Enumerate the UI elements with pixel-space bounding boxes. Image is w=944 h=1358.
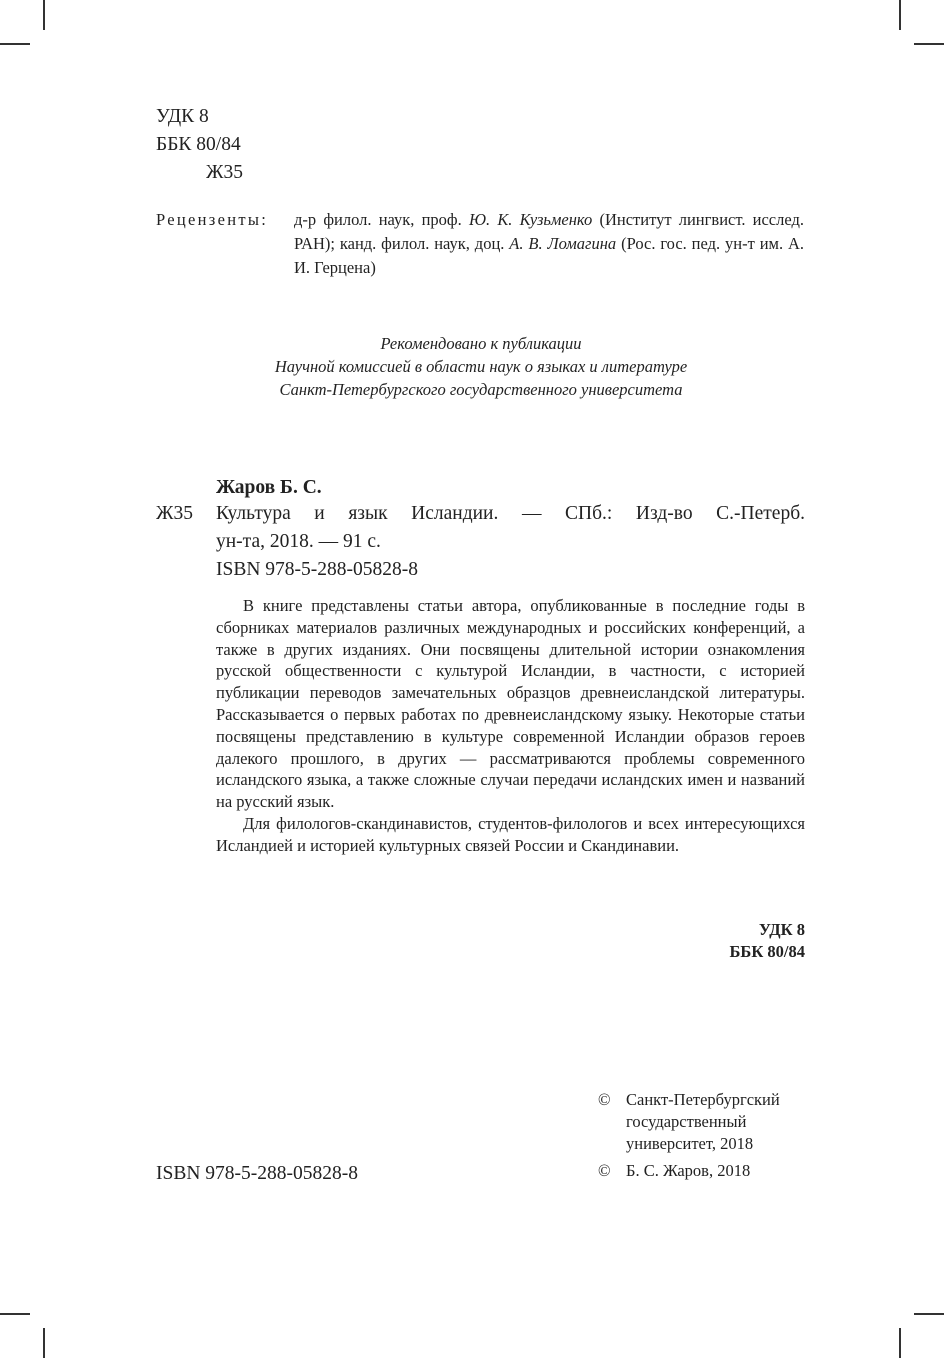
crop-mark-bottom-left-vertical	[43, 1328, 45, 1358]
copyright-university-line: Санкт-Петербургский	[626, 1090, 780, 1109]
crop-mark-bottom-left-horizontal	[0, 1313, 30, 1315]
copyright-university-line: университет, 2018	[626, 1134, 754, 1153]
copyright-university	[626, 1089, 780, 1155]
reviewers-text	[294, 208, 804, 280]
reviewer-1-name: Ю. К. Кузьменко	[468, 210, 593, 229]
bbk-label: ББК	[156, 134, 192, 155]
udk-row	[156, 103, 243, 131]
abstract-paragraph: В книге представлены статьи автора, опубликованные в последние годы в сборниках материалов различных международных и российских конференций, а также в других изданиях. Они посвящены длительной истории ознакомления русской общественности с культурой Исландии, в частности, с историей публикации переводов замечательных образцов древнеисландской литературы. Рассказывается о первых работах по древнеисландскому языку. Некоторые статьи посвящены представлению в культуре современной Исландии образов героев далекого прошлого, в других — рассматриваются проблемы современного исландского языка, а также сложные случаи передачи исландских имен и названий на русский язык.	[216, 596, 805, 812]
card-isbn: ISBN 978-5-288-05828-8	[216, 559, 419, 580]
card-author: Жаров Б. С.	[216, 477, 322, 498]
abstract	[216, 595, 805, 857]
author-sign-row	[156, 159, 243, 187]
isbn-bottom: ISBN 978-5-288-05828-8	[156, 1163, 359, 1184]
right-classification-codes	[600, 919, 805, 963]
reviewers-suffix: (Рос. гос. пед. ун-т им. А. И. Герцена)	[294, 234, 805, 277]
reviewers-middle: (Институт лингвист. исслед. РАН); канд. филол. наук, доц.	[294, 210, 804, 253]
udk-label: УДК	[156, 106, 195, 127]
recommendation-block	[156, 332, 806, 401]
reviewer-2-name: А. В. Ломагина	[509, 234, 617, 253]
bbk-row	[156, 131, 243, 159]
recommendation-line: Санкт-Петербургского государственного университета	[279, 380, 683, 399]
reviewers-prefix: д-р филол. наук, проф.	[294, 210, 469, 229]
bbk-value: 80/84	[196, 134, 241, 155]
classification-codes	[156, 103, 243, 187]
crop-mark-bottom-right-horizontal	[914, 1313, 944, 1315]
crop-mark-top-right-vertical	[899, 0, 901, 30]
author-sign: Ж35	[206, 162, 243, 183]
right-udk: УДК 8	[758, 920, 805, 939]
abstract-paragraph: Для филологов-скандинавистов, студентов-филологов и всех интересующихся Исландией и историей культурных связей России и Скандинавии.	[216, 813, 805, 855]
crop-mark-top-left-vertical	[43, 0, 45, 30]
crop-mark-top-left-horizontal	[0, 43, 30, 45]
copyright-symbol: ©	[598, 1090, 611, 1109]
card-description	[216, 500, 805, 584]
recommendation-line: Рекомендовано к публикации	[380, 334, 582, 353]
right-bbk: ББК 80/84	[729, 942, 805, 961]
copyright-university-line: государственный	[626, 1112, 747, 1131]
card-publication-line: ун-та, 2018. — 91 с.	[216, 531, 381, 552]
crop-mark-bottom-right-vertical	[899, 1328, 901, 1358]
card-title-line: Культура и язык Исландии. — СПб.: Изд-во С.-Петерб.	[216, 503, 805, 524]
card-code: Ж35	[156, 503, 193, 524]
crop-mark-top-right-horizontal	[914, 43, 944, 45]
recommendation-line: Научной комиссией в области наук о языках и литературе	[274, 357, 688, 376]
udk-value: 8	[199, 106, 209, 127]
copyright-symbol: ©	[598, 1161, 611, 1180]
copyright-author: Б. С. Жаров, 2018	[626, 1161, 751, 1180]
reviewers-label: Рецензенты:	[156, 210, 269, 229]
